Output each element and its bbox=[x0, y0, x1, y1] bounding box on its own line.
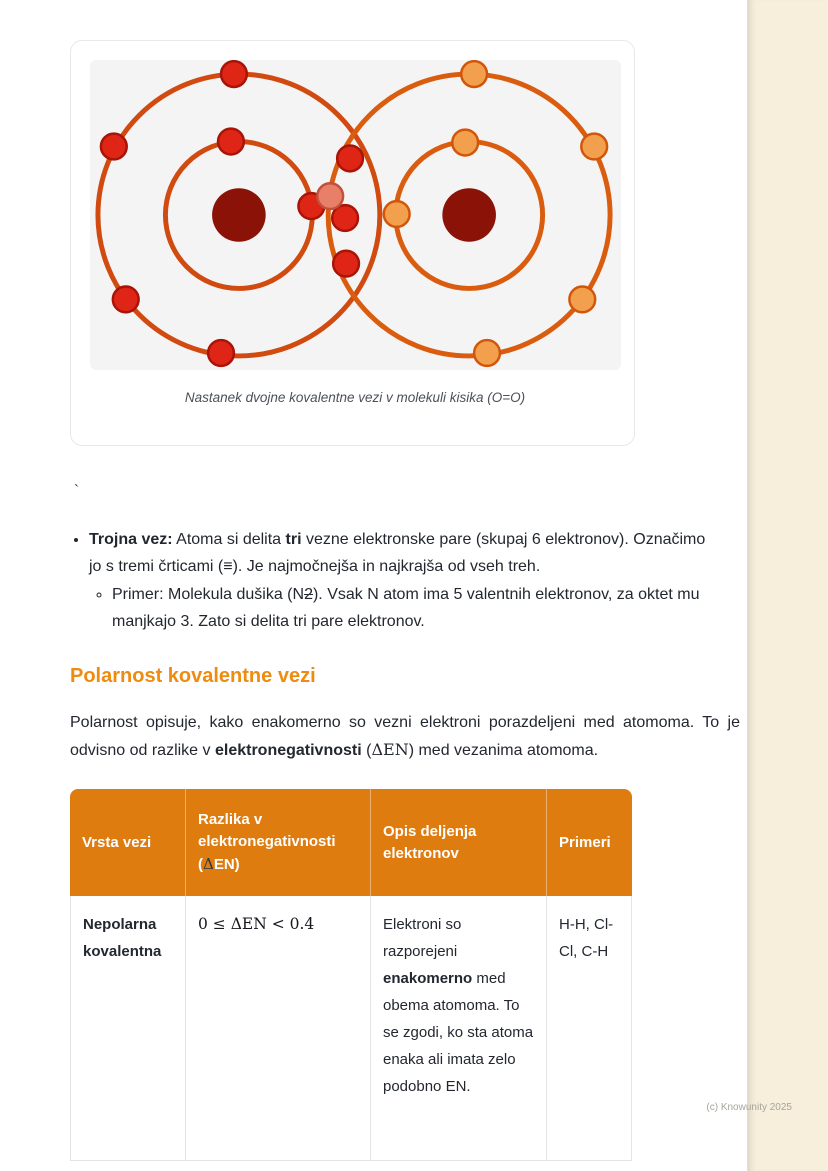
cell-delta-en bbox=[185, 896, 370, 1161]
list-item-example bbox=[112, 581, 700, 635]
right-nucleus bbox=[442, 188, 496, 242]
example-text-b: ). Vsak N atom ima 5 valentnih elektronov, za oktet mu manjkajo 3. Zato si delita tri pare elektronov. bbox=[112, 586, 700, 630]
oxygen-double-bond-diagram bbox=[90, 60, 621, 370]
triple-bond-label: Trojna vez: bbox=[89, 531, 173, 548]
watermark: (c) Knowunity 2025 bbox=[706, 1102, 792, 1113]
header-razlika-en bbox=[185, 789, 370, 896]
bullet-list bbox=[70, 526, 740, 635]
polarity-table bbox=[70, 789, 632, 1161]
header-razlika-rest: EN) bbox=[213, 856, 240, 873]
opis-text-a: Elektroni so razporejeni bbox=[383, 916, 462, 960]
paragraph-text-b: ( bbox=[361, 742, 372, 759]
table-header bbox=[70, 789, 632, 896]
delta-en-formula: 0 ≤ ΔEN < 0.4 bbox=[198, 915, 315, 933]
cell-primeri: H-H, Cl-Cl, C-H bbox=[546, 896, 632, 1161]
sub-list bbox=[89, 581, 709, 635]
header-vrsta-vezi: Vrsta vezi bbox=[70, 789, 185, 896]
diagram-panel bbox=[90, 60, 621, 370]
list-item-triple-bond bbox=[89, 526, 709, 635]
cell-opis bbox=[370, 896, 546, 1161]
paragraph-bold: elektronegativnosti bbox=[214, 742, 362, 759]
stray-backtick: ` bbox=[74, 482, 79, 499]
opis-bold: enakomerno bbox=[383, 970, 473, 987]
figure-card bbox=[70, 40, 635, 446]
section-heading: Polarnost kovalentne vezi bbox=[70, 665, 316, 687]
triple-bond-bold-word: tri bbox=[285, 531, 302, 548]
header-razlika-text: Razlika v elektronegativnosti ( bbox=[198, 811, 336, 873]
paragraph-text-a: Polarnost opisuje, kako enakomerno so vezni elektroni porazdeljeni med atomoma. To je odvisno od razlike v bbox=[70, 714, 740, 759]
table-row-nepolarna bbox=[70, 896, 632, 1161]
intro-paragraph bbox=[70, 709, 740, 764]
cell-vrsta: Nepolarna kovalentna bbox=[70, 896, 185, 1161]
figure-caption: Nastanek dvojne kovalentne vezi v molekuli kisika (O=O) bbox=[184, 390, 526, 405]
paragraph-math: ΔEN bbox=[371, 740, 409, 759]
triple-bond-text-b: vezne elektronske pare (skupaj 6 elektronov). Označimo jo s tremi črticami (≡). Je najmočnejša in najkrajša od vseh treh. bbox=[89, 531, 706, 575]
document-content bbox=[70, 40, 740, 1161]
triple-bond-text-a: Atoma si delita bbox=[172, 531, 286, 548]
paragraph-text-c: ) med vezanima atomoma. bbox=[408, 742, 599, 759]
delta-symbol: Δ bbox=[203, 855, 214, 873]
page-edge-strip bbox=[747, 0, 828, 1171]
table-header-row bbox=[70, 789, 632, 896]
shared-electron bbox=[317, 183, 343, 209]
example-subscript: 2 bbox=[304, 586, 313, 603]
table-body bbox=[70, 896, 632, 1161]
header-opis: Opis deljenja elektronov bbox=[370, 789, 546, 896]
header-primeri: Primeri bbox=[546, 789, 632, 896]
example-text-a: Primer: Molekula dušika (N bbox=[112, 586, 305, 603]
opis-text-b: med obema atomoma. To se zgodi, ko sta atoma enaka ali imata zelo podobno EN. bbox=[383, 970, 534, 1095]
left-nucleus bbox=[212, 188, 266, 242]
